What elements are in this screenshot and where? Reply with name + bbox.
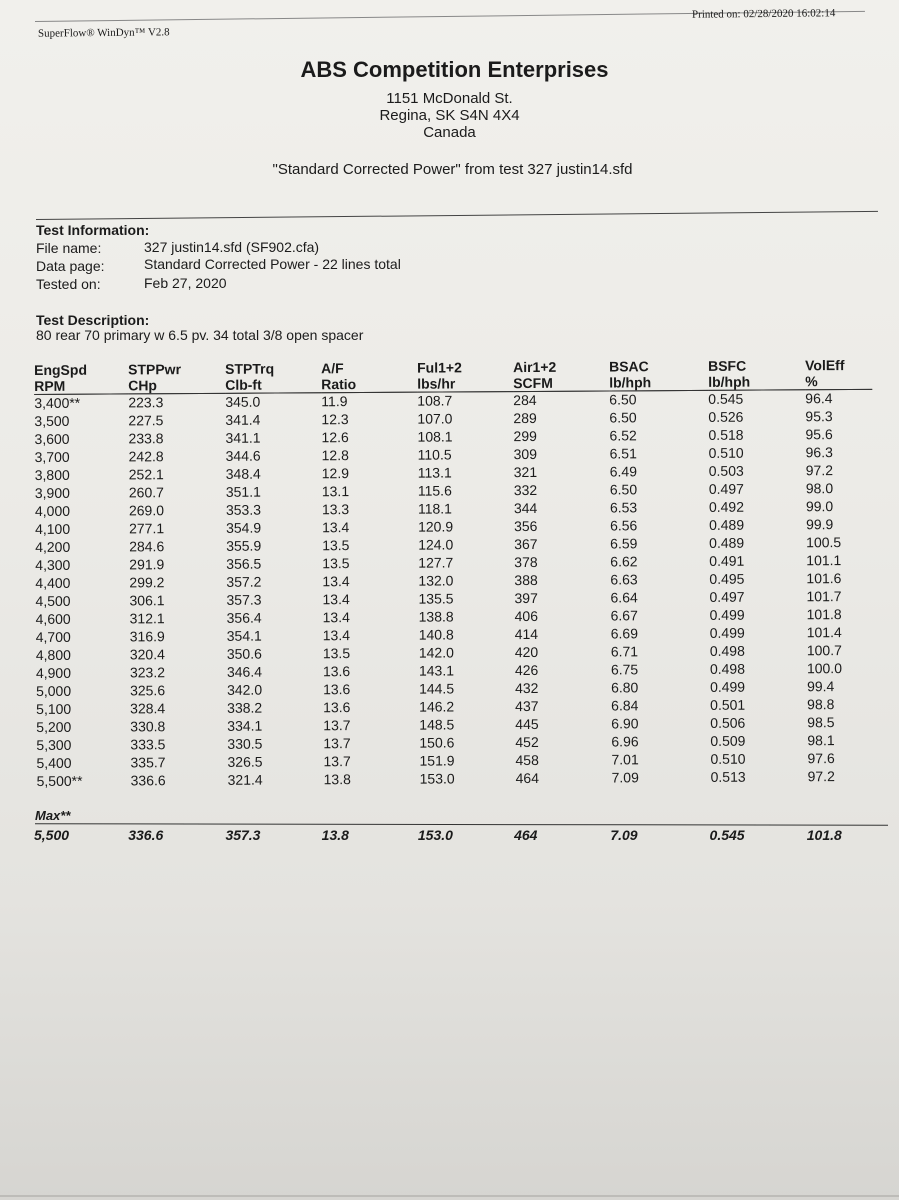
table-cell: 3,900: [34, 484, 70, 501]
table-cell: 277.1: [129, 519, 165, 536]
table-cell: 150.6: [419, 733, 455, 751]
table-cell: 333.5: [130, 735, 166, 752]
table-cell: 13.4: [322, 608, 350, 625]
table-cell: 132.0: [418, 571, 454, 589]
table-cell: 316.9: [129, 627, 165, 644]
table-cell: 0.489: [708, 516, 745, 533]
table-cell: 6.53: [609, 498, 638, 516]
table-cell: 284: [513, 391, 537, 408]
max-label: Max**: [35, 808, 71, 823]
column-header-name: BSFC: [708, 357, 747, 374]
table-cell: 354.9: [226, 519, 262, 536]
printed-on-timestamp: Printed on: 02/28/2020 16:02:14: [691, 7, 836, 21]
table-cell: 354.1: [226, 627, 262, 644]
table-cell: 135.5: [418, 589, 454, 607]
table-cell: 6.71: [610, 642, 639, 660]
column-header-name: A/F: [321, 359, 344, 376]
table-cell: 378: [514, 553, 538, 570]
table-cell: 113.1: [417, 463, 452, 481]
section-rule-test-info: [36, 211, 878, 220]
table-cell: 432: [514, 679, 539, 696]
table-cell: 4,700: [35, 628, 71, 645]
table-cell: 12.3: [321, 410, 349, 427]
table-cell: 13.1: [321, 482, 350, 499]
table-cell: 6.80: [610, 678, 639, 696]
column-header-name: Air1+2: [513, 358, 557, 375]
table-cell: 0.510: [708, 444, 744, 461]
table-cell: 269.0: [128, 501, 165, 518]
column-header-unit: lbs/hr: [417, 374, 456, 392]
table-cell: 348.4: [225, 465, 261, 482]
table-cell: 4,800: [35, 646, 71, 663]
table-cell: 13.4: [322, 590, 350, 607]
table-cell: 0.503: [708, 462, 744, 479]
table-cell: 13.4: [322, 626, 351, 643]
table-cell: 0.498: [709, 660, 746, 677]
table-cell: 0.513: [710, 768, 746, 785]
column-header-unit: RPM: [34, 377, 66, 394]
table-cell: 153.0: [419, 769, 455, 787]
data-page-label: Data page:: [36, 258, 105, 274]
table-cell: 426: [514, 661, 539, 678]
table-cell: 12.8: [321, 446, 349, 463]
table-cell: 6.67: [610, 606, 638, 624]
table-cell: 5,000: [35, 682, 72, 699]
table-cell: 353.3: [225, 501, 262, 518]
table-cell: 142.0: [418, 643, 454, 661]
table-cell: 146.2: [419, 697, 455, 715]
table-cell: 6.56: [609, 516, 638, 534]
table-cell: 13.5: [322, 644, 351, 661]
table-cell: 464: [515, 769, 539, 786]
table-cell: 0.518: [708, 426, 744, 443]
table-cell: 344.6: [225, 447, 261, 464]
table-cell: 13.3: [321, 500, 350, 517]
table-cell: 4,000: [34, 502, 71, 519]
max-cell: 5,500: [34, 827, 70, 843]
table-cell: 0.492: [708, 498, 745, 515]
table-cell: 7.09: [611, 768, 639, 786]
column-header-unit: %: [805, 372, 818, 389]
table-cell: 101.1: [806, 551, 842, 568]
table-cell: 100.0: [806, 659, 843, 676]
table-cell: 143.1: [418, 661, 455, 679]
table-cell: 6.51: [609, 444, 637, 462]
column-header: [225, 354, 321, 393]
table-cell: 101.8: [806, 605, 842, 622]
column-header-unit: lb/hph: [609, 373, 652, 390]
table-cell: 96.4: [805, 389, 833, 406]
table-cell: 321.4: [227, 771, 263, 788]
table-cell: 148.5: [419, 715, 455, 733]
table-cell: 4,200: [35, 538, 71, 555]
report-title: "Standard Corrected Power" from test 327 justin14.sfd: [272, 161, 633, 178]
table-cell: 3,400**: [34, 394, 81, 411]
table-cell: 13.7: [323, 734, 351, 751]
table-cell: 98.1: [807, 731, 835, 748]
table-cell: 6.49: [609, 462, 638, 480]
table-cell: 118.1: [417, 499, 452, 517]
max-values-row: [34, 826, 874, 844]
column-header: [609, 352, 708, 391]
table-cell: 127.7: [418, 553, 454, 571]
table-cell: 97.6: [807, 749, 835, 766]
table-cell: 0.501: [710, 696, 746, 713]
table-cell: 0.497: [708, 480, 744, 497]
table-cell: 326.5: [227, 753, 263, 770]
column-header-name: STPPwr: [128, 360, 182, 377]
column-header-name: VolEff: [805, 356, 845, 373]
table-cell: 95.3: [805, 407, 833, 424]
table-body: [34, 389, 874, 791]
test-information-heading: Test Information:: [36, 222, 150, 238]
table-cell: 97.2: [805, 461, 834, 478]
table-cell: 5,500**: [36, 772, 83, 789]
table-cell: 330.5: [227, 735, 263, 752]
table-cell: 98.0: [805, 479, 834, 496]
table-cell: 6.52: [609, 426, 637, 444]
column-header: [128, 355, 225, 394]
table-cell: 100.5: [806, 533, 842, 550]
max-cell: 101.8: [806, 827, 842, 843]
max-cell: 357.3: [225, 827, 261, 843]
table-cell: 321: [513, 463, 538, 480]
column-header: [34, 355, 128, 394]
column-header-name: EngSpd: [34, 361, 88, 378]
table-cell: 291.9: [129, 555, 165, 572]
table-cell: 3,600: [34, 430, 70, 447]
table-cell: 0.489: [709, 534, 745, 551]
table-cell: 350.6: [226, 645, 262, 662]
table-cell: 151.9: [419, 751, 455, 769]
table-cell: 0.499: [709, 606, 745, 623]
table-cell: 351.1: [225, 483, 261, 500]
table-cell: 6.59: [610, 534, 638, 552]
table-cell: 140.8: [418, 625, 454, 643]
table-cell: 345.0: [225, 393, 261, 410]
table-cell: 108.7: [417, 391, 453, 409]
table-cell: 406: [514, 607, 539, 624]
column-header: [805, 351, 872, 389]
table-cell: 3,500: [34, 412, 70, 429]
table-cell: 4,500: [35, 592, 71, 609]
table-cell: 252.1: [128, 465, 164, 482]
table-cell: 397: [514, 589, 538, 606]
table-cell: 0.526: [708, 408, 744, 425]
table-header-row: [34, 351, 872, 394]
table-cell: 101.7: [806, 587, 842, 604]
table-cell: 96.3: [805, 443, 833, 460]
table-cell: 97.2: [807, 767, 835, 784]
table-cell: 289: [513, 409, 537, 426]
tested-on-value: Feb 27, 2020: [144, 275, 227, 291]
table-cell: 110.5: [417, 445, 452, 463]
table-cell: 335.7: [130, 753, 166, 770]
table-cell: 13.7: [323, 752, 351, 769]
table-cell: 6.96: [611, 732, 639, 750]
table-cell: 346.4: [226, 663, 263, 680]
table-cell: 284.6: [129, 537, 165, 554]
sheet-edge: [0, 1195, 899, 1197]
table-cell: 242.8: [128, 447, 164, 464]
column-header-unit: Clb-ft: [225, 376, 262, 393]
table-cell: 6.62: [610, 552, 638, 570]
table-cell: 355.9: [226, 537, 262, 554]
file-name-label: File name:: [36, 240, 102, 256]
table-cell: 6.50: [609, 408, 637, 426]
table-cell: 414: [514, 625, 539, 642]
max-cell: 464: [514, 827, 538, 843]
table-cell: 6.63: [610, 570, 638, 588]
table-cell: 458: [515, 751, 539, 768]
max-cell: 153.0: [417, 827, 453, 843]
table-cell: 6.90: [611, 714, 639, 732]
table-cell: 452: [515, 733, 539, 750]
table-cell: 5,200: [36, 718, 72, 735]
table-cell: 11.9: [321, 392, 348, 409]
table-cell: 13.8: [323, 770, 351, 787]
max-cell: 7.09: [610, 827, 638, 843]
table-cell: 95.6: [805, 425, 833, 442]
table-cell: 4,300: [35, 556, 71, 573]
table-cell: 437: [515, 697, 539, 714]
table-cell: 299: [513, 427, 537, 444]
table-cell: 101.6: [806, 569, 842, 586]
table-cell: 6.50: [609, 480, 638, 498]
table-cell: 0.510: [710, 750, 746, 767]
table-cell: 0.509: [710, 732, 746, 749]
max-cell: 13.8: [321, 827, 349, 843]
table-cell: 98.8: [807, 695, 835, 712]
table-cell: 445: [515, 715, 539, 732]
column-header-name: STPTrq: [225, 360, 275, 377]
table-cell: 344: [513, 499, 538, 516]
table-cell: 356.5: [226, 555, 262, 572]
table-cell: 306.1: [129, 591, 165, 608]
table-cell: 341.4: [225, 411, 261, 428]
data-page-value: Standard Corrected Power - 22 lines total: [144, 256, 401, 272]
table-cell: 332: [513, 481, 538, 498]
table-cell: 341.1: [225, 429, 261, 446]
table-cell: 223.3: [128, 393, 164, 410]
table-cell: 4,100: [35, 520, 71, 537]
table-cell: 328.4: [130, 699, 166, 716]
table-cell: 13.7: [323, 716, 351, 733]
table-cell: 312.1: [129, 609, 165, 626]
table-cell: 260.7: [128, 483, 164, 500]
table-cell: 3,800: [34, 466, 70, 483]
table-cell: 330.8: [130, 717, 166, 734]
column-header: [321, 354, 417, 393]
tested-on-label: Tested on:: [36, 276, 101, 292]
max-cell: 336.6: [128, 827, 164, 843]
table-cell: 334.1: [227, 717, 263, 734]
table-cell: 356: [513, 517, 538, 534]
table-cell: 338.2: [227, 699, 263, 716]
table-cell: 13.4: [321, 518, 350, 535]
column-header-unit: lb/hph: [708, 373, 751, 390]
address-street: 1151 McDonald St.: [386, 90, 513, 107]
table-cell: 99.9: [805, 515, 834, 532]
software-version: SuperFlow® WinDyn™ V2.8: [37, 26, 170, 40]
test-description-text: 80 rear 70 primary w 6.5 pv. 34 total 3/8 open spacer: [36, 327, 364, 343]
table-cell: 13.5: [322, 554, 350, 571]
table-cell: 13.6: [322, 662, 351, 679]
table-cell: 5,100: [36, 700, 72, 717]
table-cell: 0.499: [709, 624, 745, 641]
table-cell: 100.7: [806, 641, 842, 658]
table-cell: 13.6: [323, 698, 351, 715]
table-cell: 6.50: [609, 390, 637, 408]
table-cell: 124.0: [418, 535, 454, 553]
table-cell: 99.4: [806, 677, 835, 694]
table-cell: 12.6: [321, 428, 349, 445]
table-cell: 108.1: [417, 427, 453, 445]
max-values-table: [34, 826, 874, 844]
table-cell: 336.6: [130, 771, 166, 788]
table-cell: 0.545: [708, 390, 744, 407]
column-header-unit: SCFM: [513, 374, 553, 391]
table-cell: 98.5: [807, 713, 835, 730]
table-cell: 0.506: [710, 714, 746, 731]
table-cell: 0.498: [709, 642, 745, 659]
table-cell: 13.4: [322, 572, 350, 589]
table-cell: 107.0: [417, 409, 453, 427]
table-cell: 120.9: [417, 517, 454, 535]
table-cell: 309: [513, 445, 538, 462]
table-cell: 356.4: [226, 609, 262, 626]
column-header-unit: Ratio: [321, 375, 357, 392]
company-name: ABS Competition Enterprises: [300, 57, 609, 82]
column-header-unit: CHp: [128, 376, 158, 393]
table-cell: 5,300: [36, 736, 72, 753]
file-name-value: 327 justin14.sfd (SF902.cfa): [144, 239, 320, 255]
column-header: [417, 353, 513, 392]
table-cell: 367: [514, 535, 538, 552]
table-cell: 420: [514, 643, 539, 660]
table-cell: 7.01: [611, 750, 639, 768]
table-cell: 357.3: [226, 591, 262, 608]
table-cell: 323.2: [129, 663, 166, 680]
column-header-name: BSAC: [609, 357, 649, 374]
table-cell: 6.64: [610, 588, 638, 606]
column-header: [708, 351, 805, 390]
table-cell: 325.6: [129, 681, 166, 698]
column-header: [513, 352, 609, 391]
column-header-name: Ful1+2: [417, 358, 462, 376]
table-cell: 299.2: [129, 573, 165, 590]
table-cell: 99.0: [805, 497, 834, 514]
address-city: Regina, SK S4N 4X4: [379, 107, 520, 124]
table-cell: 388: [514, 571, 538, 588]
table-cell: 5,400: [36, 754, 72, 771]
table-cell: 0.497: [709, 588, 745, 605]
table-cell: 4,600: [35, 610, 71, 627]
table-cell: 0.491: [709, 552, 745, 569]
table-cell: 6.69: [610, 624, 639, 642]
table-cell: 144.5: [418, 679, 455, 697]
table-cell: 115.6: [417, 481, 452, 499]
table-cell: 4,900: [35, 664, 72, 681]
table-cell: 320.4: [129, 645, 165, 662]
table-cell: 0.495: [709, 570, 745, 587]
table-cell: 357.2: [226, 573, 262, 590]
table-cell: 342.0: [226, 681, 263, 698]
table-cell: 13.5: [322, 536, 350, 553]
table-cell: 6.75: [610, 660, 639, 678]
table-cell: 227.5: [128, 411, 164, 428]
address-country: Canada: [423, 124, 476, 141]
table-cell: 13.6: [322, 680, 351, 697]
test-description-heading: Test Description:: [36, 312, 150, 328]
table-cell: 12.9: [321, 464, 350, 481]
table-cell: 6.84: [611, 696, 639, 714]
table-cell: 4,400: [35, 574, 71, 591]
power-data-table: [34, 351, 875, 791]
max-cell: 0.545: [709, 827, 745, 843]
table-cell: 138.8: [418, 607, 454, 625]
table-cell: 0.499: [709, 678, 746, 695]
table-cell: 3,700: [34, 448, 70, 465]
table-cell: 233.8: [128, 429, 164, 446]
table-cell: 101.4: [806, 623, 842, 640]
